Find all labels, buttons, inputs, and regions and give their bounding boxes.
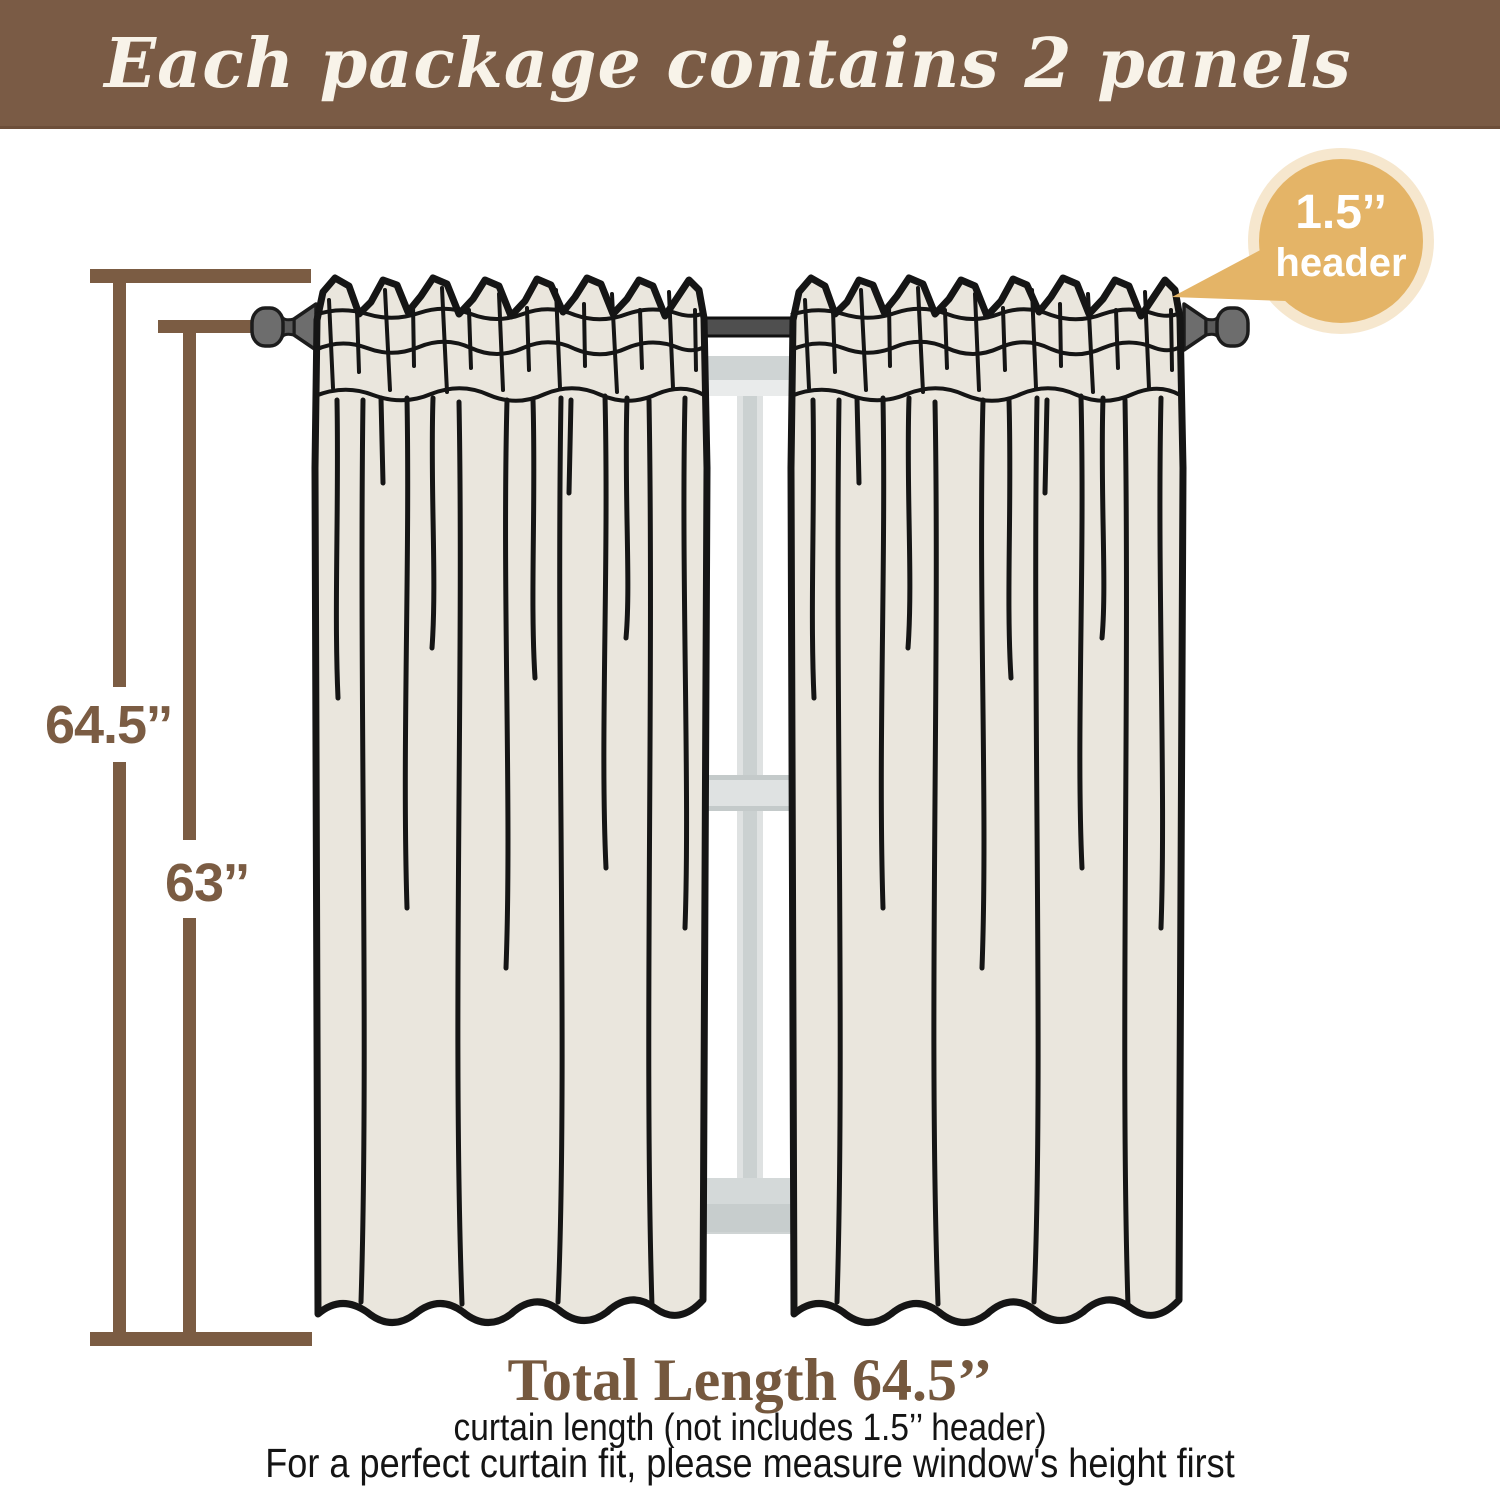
header-size-caption: header <box>1275 241 1407 285</box>
total-height-label: 64.5’’ <box>44 695 173 755</box>
curtain-length-note: curtain length (not includes 1.5’’ header) <box>453 1407 1047 1449</box>
dimension-line-64-lower <box>113 762 126 1340</box>
header-callout-text <box>1251 186 1431 286</box>
banner-title: Each package contains 2 panels <box>104 24 1352 104</box>
dimension-lines <box>90 269 312 1346</box>
top-banner <box>0 0 1500 129</box>
dimension-line-63-lower <box>183 918 196 1340</box>
header-size-value: 1.5’’ <box>1295 186 1387 239</box>
curtain-panel-right <box>791 278 1183 1323</box>
total-length-title: Total Length 64.5’’ <box>507 1347 993 1413</box>
dimension-line-63-upper <box>183 325 196 840</box>
dimension-cap-bottom <box>90 1332 312 1346</box>
dimension-line-64-upper <box>113 272 126 687</box>
curtain-panel-left <box>315 278 707 1323</box>
measure-tip-note: For a perfect curtain fit, please measure window's height first <box>265 1440 1235 1486</box>
rod-to-hem-label: 63’’ <box>164 853 250 913</box>
